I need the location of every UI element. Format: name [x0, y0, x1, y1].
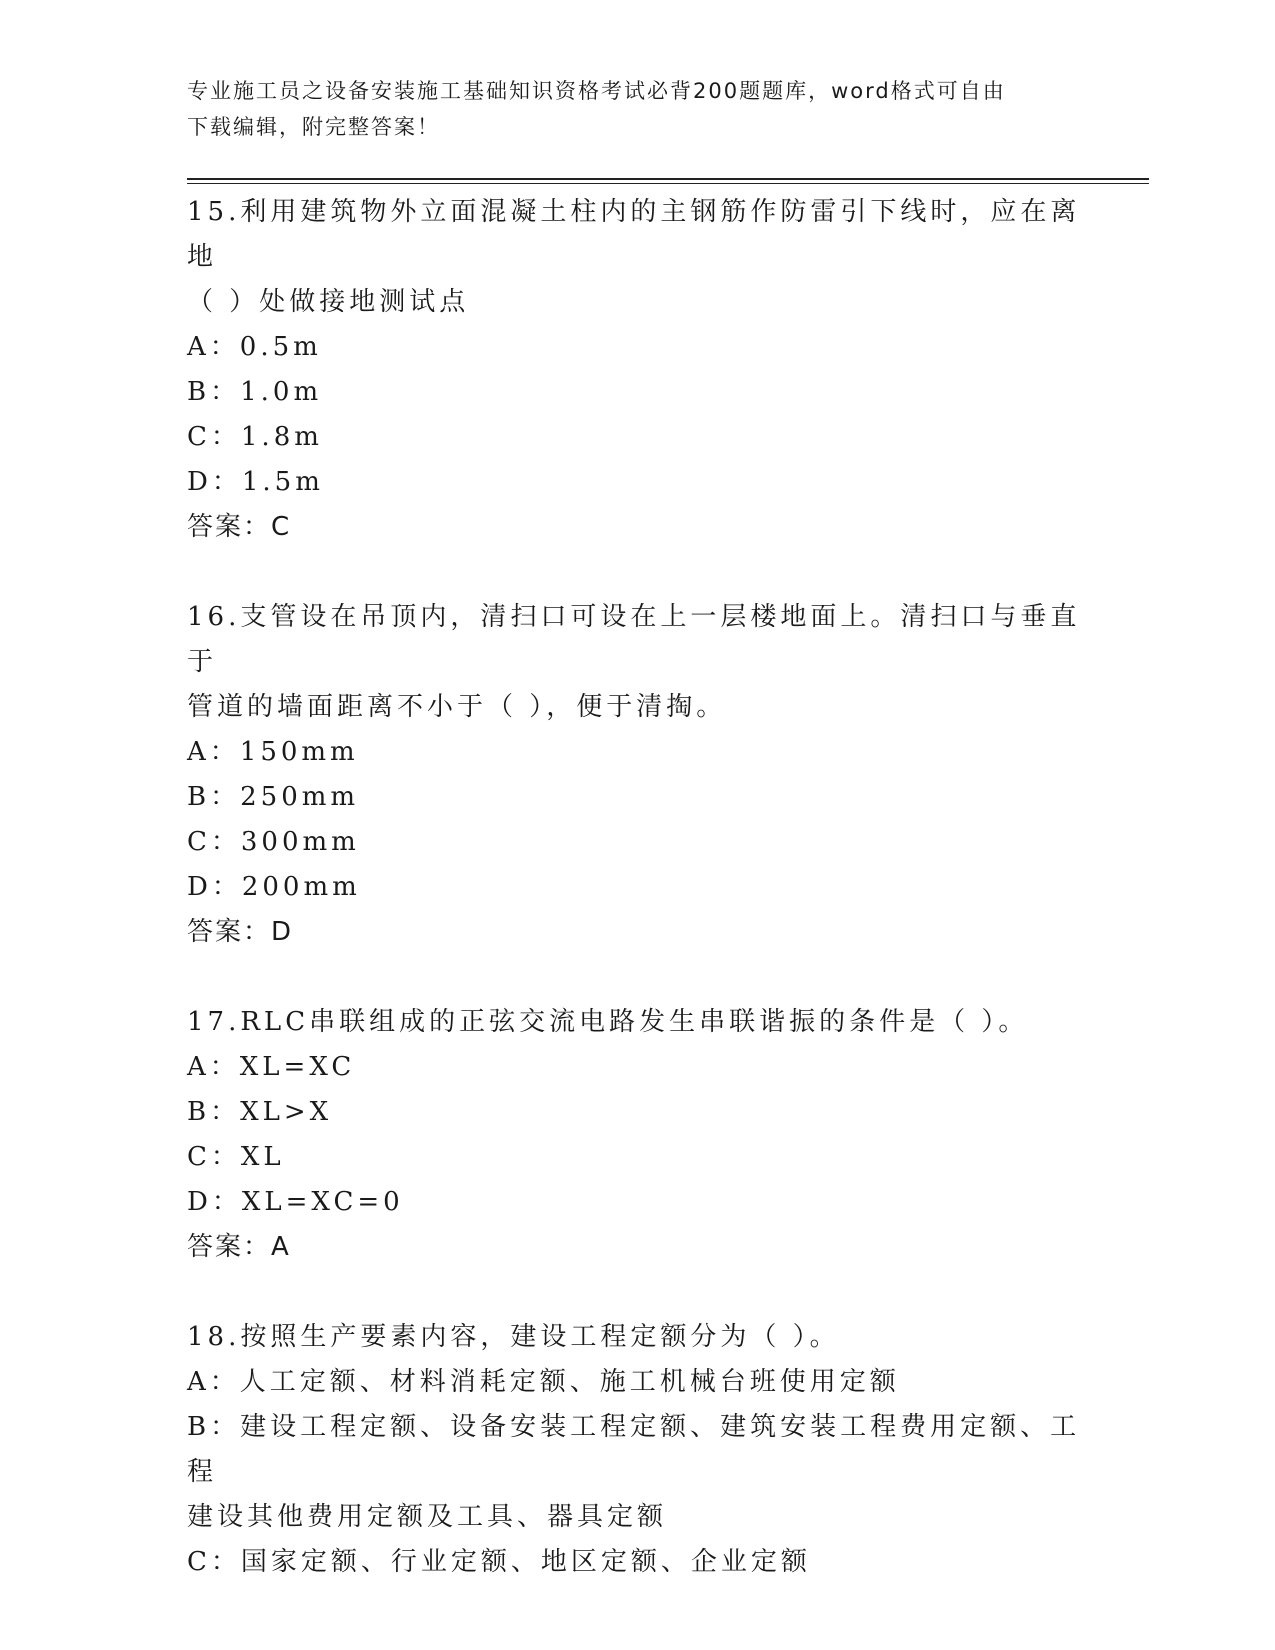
header-divider-thick	[187, 178, 1149, 180]
option-b-continued: 建设其他费用定额及工具、器具定额	[187, 1502, 668, 1532]
question-stem: 17.RLC串联组成的正弦交流电路发生串联谐振的条件是（ ）。	[187, 1007, 1029, 1037]
option-a: A：0.5m	[187, 332, 322, 362]
option-b: B：XL>X	[187, 1097, 333, 1127]
question-list	[187, 190, 1087, 1585]
question-stem-continued: 管道的墙面距离不小于（ ），便于清掏。	[187, 692, 727, 722]
option-a: A：人工定额、材料消耗定额、施工机械台班使用定额	[187, 1367, 900, 1397]
answer: 答案：D	[187, 917, 294, 947]
option-d: D：1.5m	[187, 467, 324, 497]
option-c: C：1.8m	[187, 422, 323, 452]
option-c: C：300mm	[187, 827, 360, 857]
question-stem-continued: （ ）处做接地测试点	[187, 287, 470, 317]
question-15	[187, 190, 1087, 550]
option-b: B：1.0m	[187, 377, 323, 407]
question-16	[187, 595, 1087, 955]
option-a: A：150mm	[187, 737, 359, 767]
document-header	[187, 73, 1067, 145]
header-line-2: 下载编辑，附完整答案！	[187, 115, 440, 139]
option-b: B：250mm	[187, 782, 360, 812]
question-stem: 18.按照生产要素内容，建设工程定额分为（ ）。	[187, 1322, 840, 1352]
question-stem: 15.利用建筑物外立面混凝土柱内的主钢筋作防雷引下线时，应在离地	[187, 197, 1081, 272]
question-18	[187, 1315, 1087, 1585]
answer: 答案：C	[187, 512, 292, 542]
question-stem: 16.支管设在吊顶内，清扫口可设在上一层楼地面上。清扫口与垂直于	[187, 602, 1081, 677]
option-d: D：200mm	[187, 872, 361, 902]
option-d: D：XL=XC=0	[187, 1187, 404, 1217]
option-b: B：建设工程定额、设备安装工程定额、建筑安装工程费用定额、工程	[187, 1412, 1081, 1487]
header-line-1: 专业施工员之设备安装施工基础知识资格考试必背200题题库，word格式可自由	[187, 79, 1006, 103]
option-c: C：国家定额、行业定额、地区定额、企业定额	[187, 1547, 811, 1577]
header-divider-thin	[187, 183, 1149, 184]
answer: 答案：A	[187, 1232, 291, 1262]
question-17	[187, 1000, 1087, 1270]
option-c: C：XL	[187, 1142, 285, 1172]
option-a: A：XL=XC	[187, 1052, 356, 1082]
